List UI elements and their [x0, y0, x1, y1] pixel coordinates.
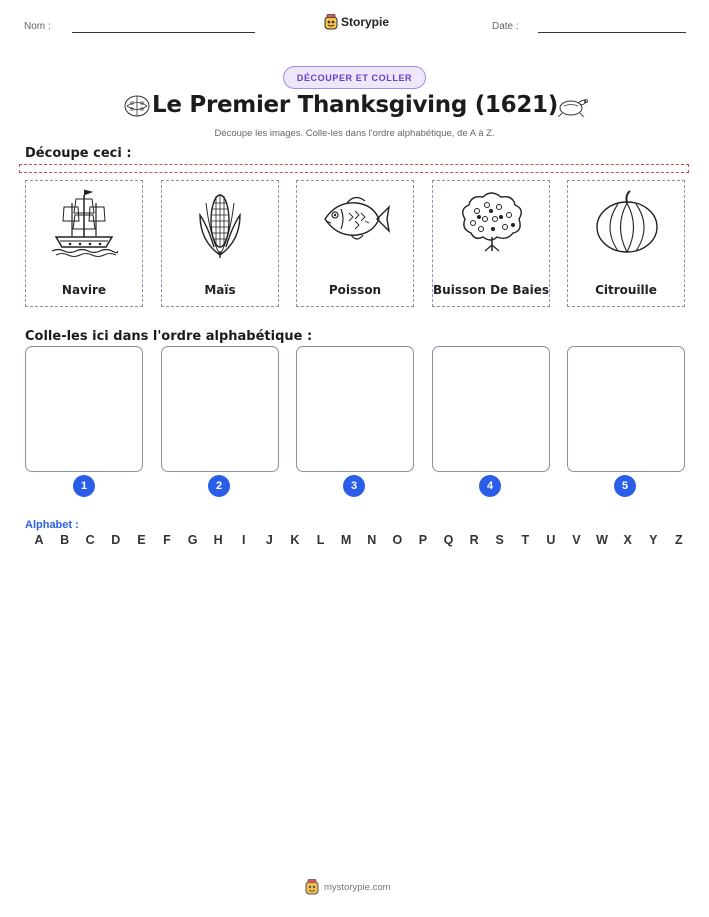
alphabet-letter: T [521, 533, 530, 547]
alphabet-letter: K [290, 533, 300, 547]
number-badge-2: 2 [208, 475, 230, 497]
cut-card-poisson[interactable] [296, 180, 414, 307]
date-label: Date : [492, 21, 519, 32]
cut-line [19, 164, 689, 173]
alphabet-letter: I [242, 533, 246, 547]
alphabet-letter: U [546, 533, 556, 547]
alphabet-letter: X [623, 533, 632, 547]
storypie-mascot-icon [305, 879, 319, 895]
name-label: Nom : [24, 21, 51, 32]
alphabet-letter: R [469, 533, 479, 547]
alphabet-letter: L [316, 533, 325, 547]
alphabet-letter: Q [443, 533, 454, 547]
alphabet-letter: S [495, 533, 504, 547]
cut-card-mais[interactable] [161, 180, 279, 307]
alphabet-row [33, 533, 685, 547]
cut-card-label: Maïs [204, 283, 236, 297]
alphabet-letter: E [137, 533, 146, 547]
storypie-mascot-icon [324, 14, 338, 30]
alphabet-letter: M [340, 533, 352, 547]
alphabet-letter: P [418, 533, 428, 547]
number-badge-4: 4 [479, 475, 501, 497]
paste-box-1[interactable] [25, 346, 143, 472]
alphabet-letter: V [572, 533, 581, 547]
corn-icon [186, 189, 254, 259]
paste-box-4[interactable] [432, 346, 550, 472]
alphabet-letter: Z [675, 533, 683, 547]
alphabet-letter: C [85, 533, 95, 547]
number-badge-1: 1 [73, 475, 95, 497]
instructions: Découpe les images. Colle-les dans l'ordre alphabétique, de A à Z. [214, 128, 495, 139]
alphabet-letter: H [213, 533, 223, 547]
alphabet-letter: N [367, 533, 377, 547]
alphabet-letter: B [60, 533, 70, 547]
cut-card-label: Navire [61, 283, 107, 297]
brand-logo [324, 14, 389, 30]
alphabet-letter: O [392, 533, 403, 547]
alphabet-label: Alphabet : [25, 519, 79, 531]
alphabet-letter: W [596, 533, 608, 547]
ship-icon [50, 189, 118, 257]
cut-card-label: Buisson De Baies [433, 283, 549, 297]
alphabet-letter: J [265, 533, 273, 547]
number-badge-5: 5 [614, 475, 636, 497]
alphabet-letter: D [111, 533, 121, 547]
alphabet-letter: A [34, 533, 44, 547]
corn-cob-icon [123, 93, 151, 119]
footer [305, 879, 391, 895]
cut-section-label: Découpe ceci : [25, 146, 132, 161]
alphabet-letter: G [187, 533, 198, 547]
brand-name: Storypie [341, 15, 390, 29]
name-line[interactable] [72, 32, 255, 33]
paste-box-5[interactable] [567, 346, 685, 472]
pumpkin-icon [592, 189, 662, 255]
activity-badge: DÉCOUPER ET COLLER [283, 66, 426, 89]
number-badge-3: 3 [343, 475, 365, 497]
page-title: Le Premier Thanksgiving (1621) [152, 92, 558, 118]
paste-section-label: Colle-les ici dans l'ordre alphabétique : [25, 329, 313, 344]
footer-url[interactable]: mystorypie.com [324, 881, 391, 893]
cut-card-navire[interactable] [25, 180, 143, 307]
paste-box-3[interactable] [296, 346, 414, 472]
paste-box-2[interactable] [161, 346, 279, 472]
cut-card-label: Poisson [328, 283, 382, 297]
alphabet-letter: Y [649, 533, 658, 547]
cut-card-citrouille[interactable] [567, 180, 685, 307]
alphabet-letter: F [163, 533, 171, 547]
roast-turkey-icon [556, 93, 588, 119]
fish-icon [321, 189, 391, 249]
date-line[interactable] [538, 32, 686, 33]
berry-bush-icon [457, 189, 527, 253]
cut-card-buisson-de-baies[interactable] [432, 180, 550, 307]
cut-card-label: Citrouille [595, 283, 657, 297]
